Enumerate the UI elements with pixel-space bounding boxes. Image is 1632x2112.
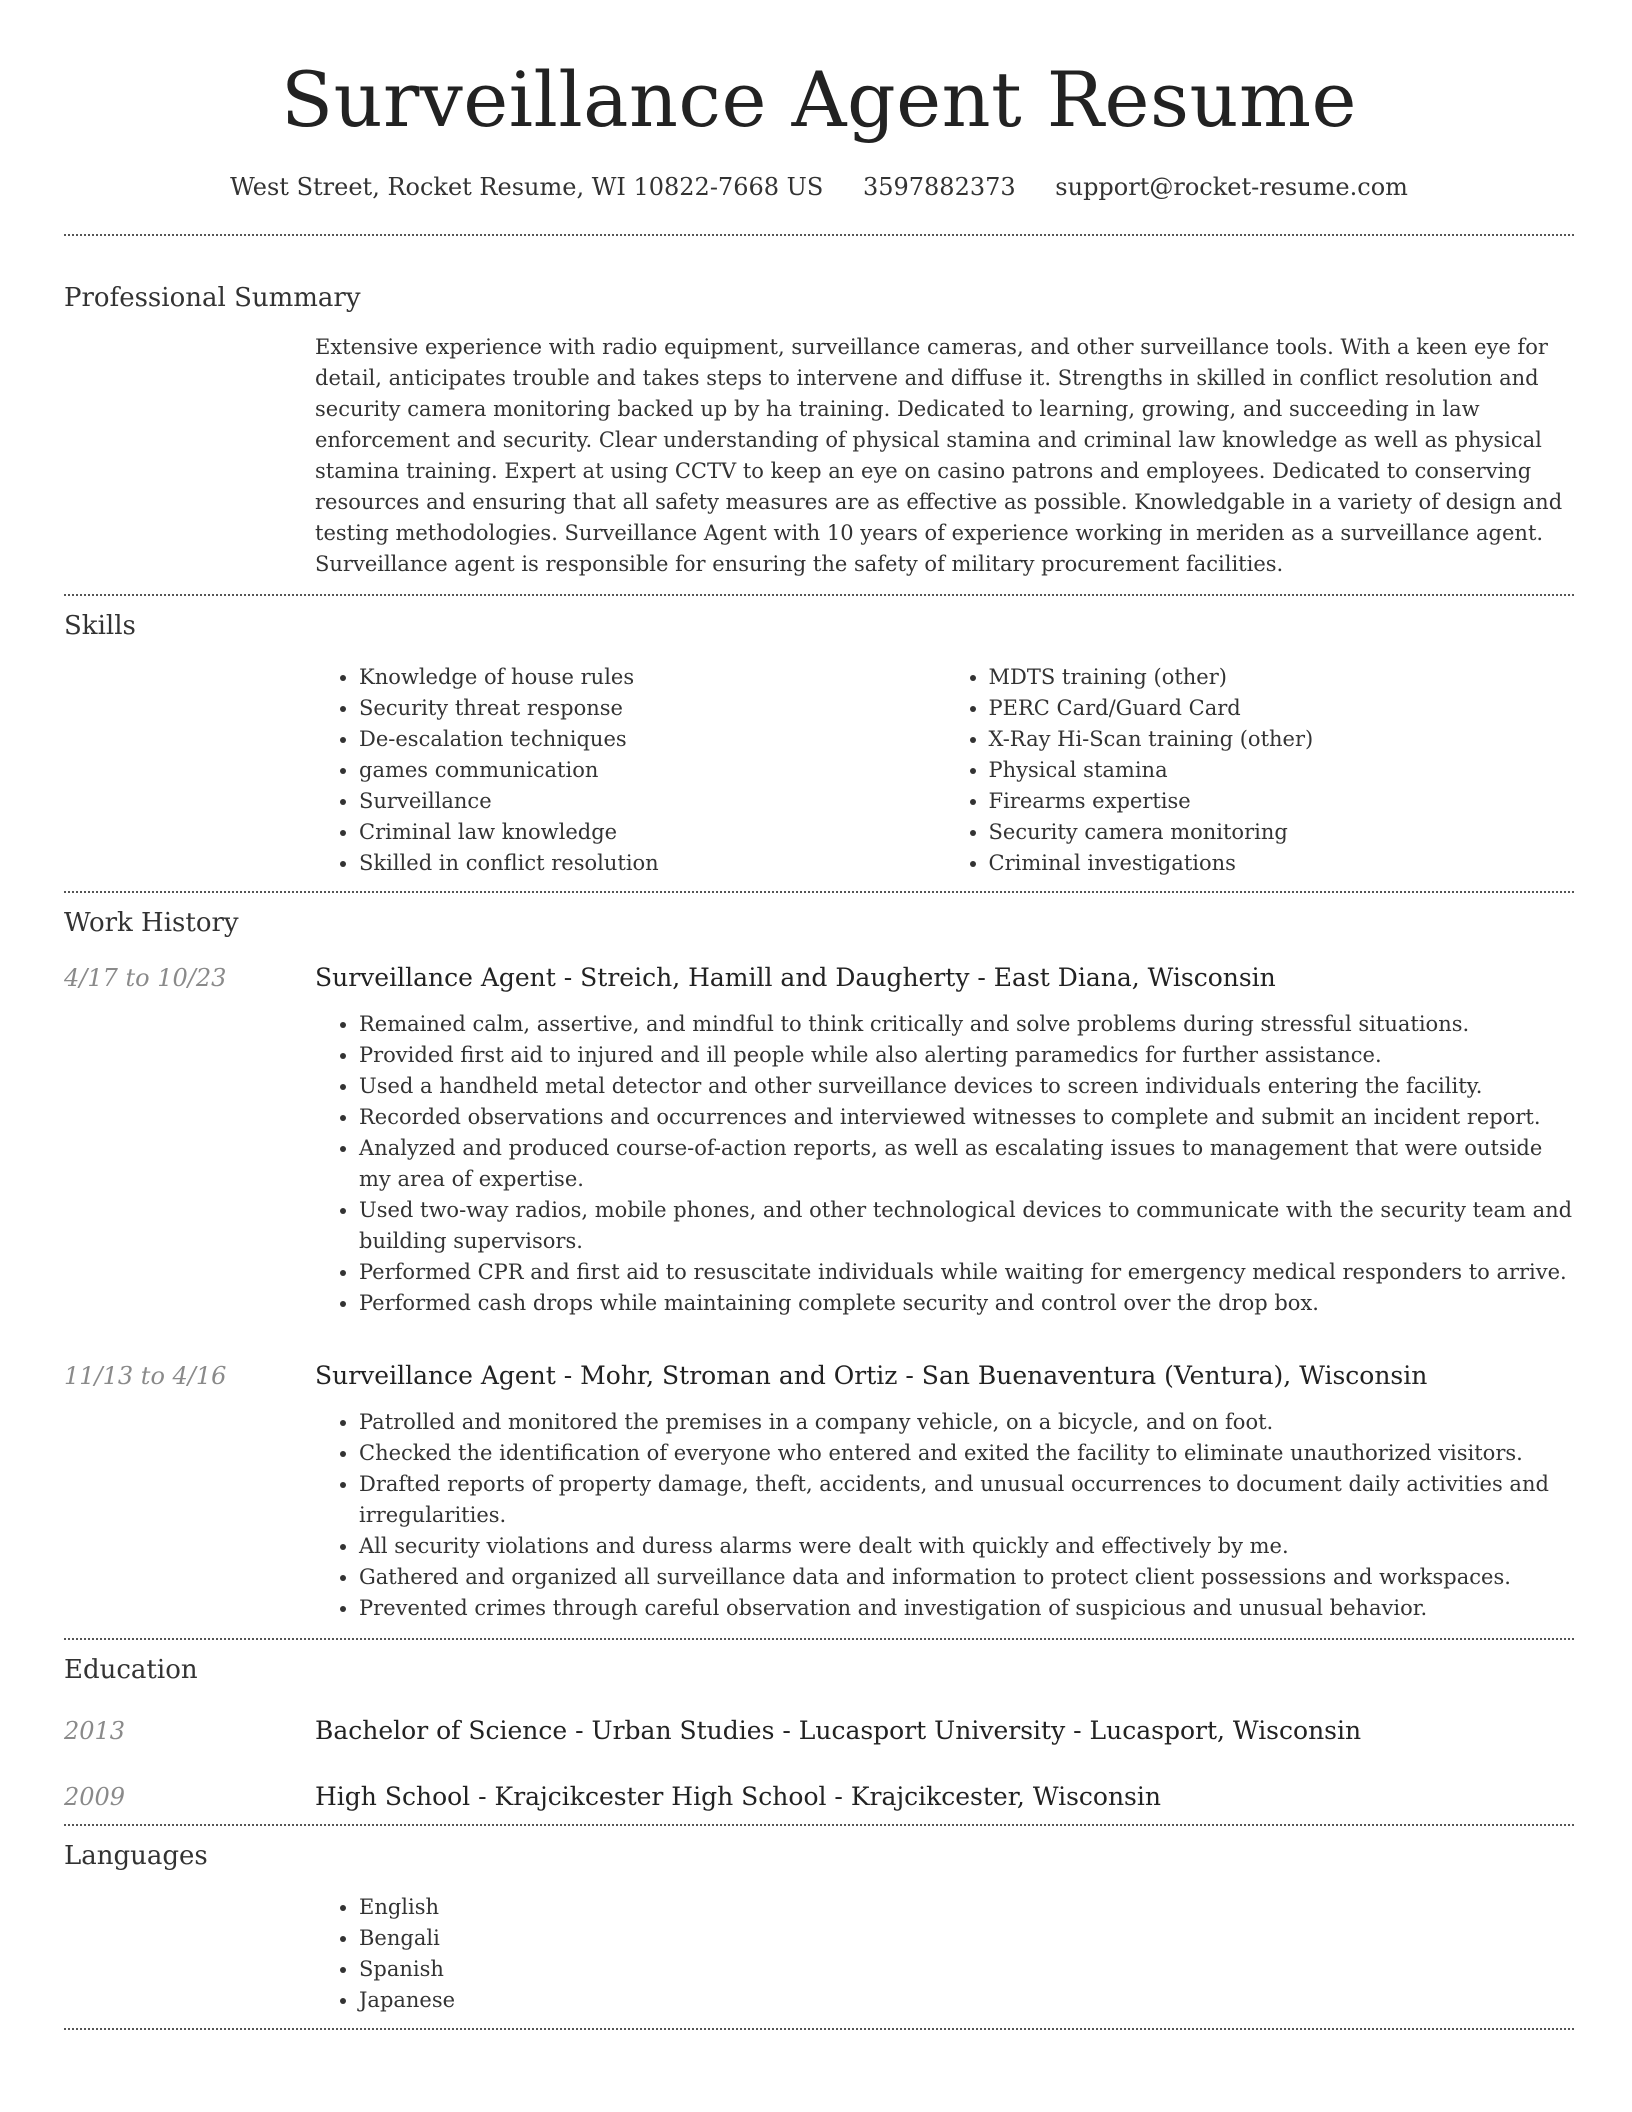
list-item: • games communication bbox=[359, 755, 945, 786]
section-divider bbox=[64, 2028, 1574, 2030]
education-title: High School - Krajcikcester High School - Krajcikcester, Wisconsin bbox=[315, 1782, 1161, 1811]
list-item: • De-escalation techniques bbox=[359, 724, 945, 755]
education-entry bbox=[64, 1714, 1574, 1748]
list-item: • Gathered and organized all surveillance data and information to protect client possessions and workspaces. bbox=[359, 1562, 1574, 1593]
summary-text: Extensive experience with radio equipment, surveillance cameras, and other surveillance tools. With a keen eye for detail, anticipates trouble and takes steps to intervene and diffuse it. Strengths in skilled in conflict resolution and security camera monitoring backed up by ha training. Dedicated to learning, growing, and succeeding in law enforcement and security. Clear understanding of physical stamina and criminal law knowledge as well as physical stamina training. Expert at using CCTV to keep an eye on casino patrons and employees. Dedicated to conserving resources and ensuring that all safety measures are as effective as possible. Knowledgable in a variety of design and testing methodologies. Surveillance Agent with 10 years of experience working in meriden as a surveillance agent. Surveillance agent is responsible for ensuring the safety of military procurement facilities. bbox=[315, 335, 1563, 576]
section-heading-summary: Professional Summary bbox=[64, 283, 361, 313]
job-bullets bbox=[315, 1009, 1574, 1319]
list-item: • Security camera monitoring bbox=[989, 817, 1575, 848]
list-item: • English bbox=[359, 1892, 1574, 1923]
list-item: • Knowledge of house rules bbox=[359, 662, 945, 693]
section-heading-languages: Languages bbox=[64, 1841, 208, 1871]
contact-email: support@rocket-resume.com bbox=[1055, 173, 1408, 201]
skills-columns bbox=[315, 662, 1574, 879]
work-history-section bbox=[64, 893, 1574, 1638]
list-item: • Bengali bbox=[359, 1923, 1574, 1954]
list-item: • Patrolled and monitored the premises in a company vehicle, on a bicycle, and on foot. bbox=[359, 1407, 1574, 1438]
list-item: • Remained calm, assertive, and mindful to think critically and solve problems during stressful situations. bbox=[359, 1009, 1574, 1040]
list-item: • Performed CPR and first aid to resuscitate individuals while waiting for emergency medical responders to arrive. bbox=[359, 1257, 1574, 1288]
education-year: 2009 bbox=[64, 1783, 126, 1811]
education-year: 2013 bbox=[64, 1717, 126, 1745]
section-heading-work: Work History bbox=[64, 908, 239, 938]
list-item: • Provided first aid to injured and ill people while also alerting paramedics for further assistance. bbox=[359, 1040, 1574, 1071]
education-section bbox=[64, 1640, 1574, 1824]
list-item: • Skilled in conflict resolution bbox=[359, 848, 945, 879]
list-item: • Japanese bbox=[359, 1985, 1574, 2016]
list-item: • Security threat response bbox=[359, 693, 945, 724]
job-entry bbox=[64, 961, 1574, 1319]
list-item: • Checked the identification of everyone who entered and exited the facility to eliminate unauthorized visitors. bbox=[359, 1438, 1574, 1469]
job-body bbox=[315, 1359, 1574, 1624]
job-title: Surveillance Agent - Streich, Hamill and Daugherty - East Diana, Wisconsin bbox=[315, 963, 1276, 992]
section-heading-education: Education bbox=[64, 1655, 198, 1685]
contact-line bbox=[64, 170, 1574, 204]
list-item: • MDTS training (other) bbox=[989, 662, 1575, 693]
list-item: • Physical stamina bbox=[989, 755, 1575, 786]
list-item: • Analyzed and produced course-of-action reports, as well as escalating issues to management that were outside my area of expertise. bbox=[359, 1133, 1574, 1195]
list-item: • Recorded observations and occurrences and interviewed witnesses to complete and submit an incident report. bbox=[359, 1102, 1574, 1133]
list-item: • Used a handheld metal detector and other surveillance devices to screen individuals entering the facility. bbox=[359, 1071, 1574, 1102]
skills-list-right bbox=[945, 662, 1575, 879]
resume-page bbox=[64, 0, 1574, 2030]
job-dates: 4/17 to 10/23 bbox=[64, 964, 227, 992]
job-body bbox=[315, 961, 1574, 1319]
skills-list-left bbox=[315, 662, 945, 879]
list-item: • Used two-way radios, mobile phones, and other technological devices to communicate with the security team and building supervisors. bbox=[359, 1195, 1574, 1257]
list-item: • Surveillance bbox=[359, 786, 945, 817]
education-title: Bachelor of Science - Urban Studies - Lucasport University - Lucasport, Wisconsin bbox=[315, 1716, 1362, 1745]
job-entry bbox=[64, 1359, 1574, 1624]
professional-summary-section bbox=[64, 236, 1574, 594]
list-item: • Criminal investigations bbox=[989, 848, 1575, 879]
list-item: • Firearms expertise bbox=[989, 786, 1575, 817]
section-heading-skills: Skills bbox=[64, 611, 136, 641]
list-item: • Drafted reports of property damage, theft, accidents, and unusual occurrences to document daily activities and irregularities. bbox=[359, 1469, 1574, 1531]
job-title: Surveillance Agent - Mohr, Stroman and Ortiz - San Buenaventura (Ventura), Wisconsin bbox=[315, 1361, 1428, 1390]
skills-section bbox=[64, 596, 1574, 891]
languages-section bbox=[64, 1826, 1574, 2028]
list-item: • Spanish bbox=[359, 1954, 1574, 1985]
list-item: • PERC Card/Guard Card bbox=[989, 693, 1575, 724]
list-item: • Prevented crimes through careful observation and investigation of suspicious and unusual behavior. bbox=[359, 1593, 1574, 1624]
job-dates: 11/13 to 4/16 bbox=[64, 1362, 227, 1390]
list-item: • All security violations and duress alarms were dealt with quickly and effectively by me. bbox=[359, 1531, 1574, 1562]
list-item: • X-Ray Hi-Scan training (other) bbox=[989, 724, 1575, 755]
list-item: • Criminal law knowledge bbox=[359, 817, 945, 848]
education-entry bbox=[64, 1780, 1574, 1814]
job-bullets bbox=[315, 1407, 1574, 1624]
document-title: Surveillance Agent Resume bbox=[281, 55, 1357, 144]
contact-address: West Street, Rocket Resume, WI 10822-7668 US bbox=[230, 173, 824, 201]
contact-phone: 3597882373 bbox=[862, 173, 1016, 201]
languages-list bbox=[315, 1892, 1574, 2016]
list-item: • Performed cash drops while maintaining complete security and control over the drop box. bbox=[359, 1288, 1574, 1319]
resume-header bbox=[64, 0, 1574, 204]
